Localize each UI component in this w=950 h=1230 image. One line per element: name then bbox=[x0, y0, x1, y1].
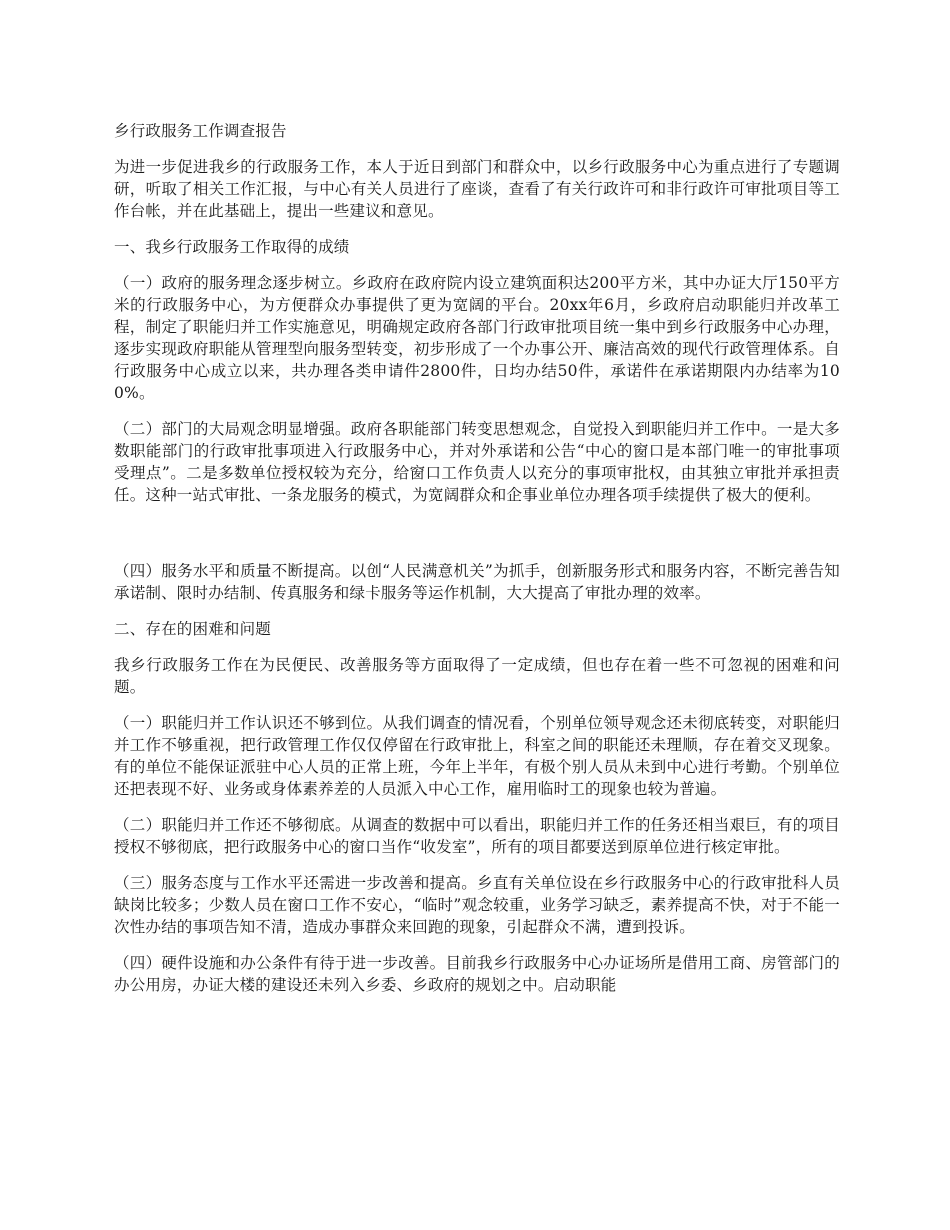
section1-paragraph-2: （二）部门的大局观念明显增强。政府各职能部门转变思想观念，自觉投入到职能归并工作中。一是大多数职能部门的行政审批事项进入行政服务中心，并对外承诺和公告“中心的窗口是本部门唯一的审批事项受理点”。二是多数单位授权较为充分，给窗口工作负责人以充分的事项审批权，由其独立审批并承担责任。这种一站式审批、一条龙服务的模式，为宽阔群众和企事业单位办理各项手续提供了极大的便利。 bbox=[114, 420, 840, 504]
section2-paragraph-1: （一）职能归并工作认识还不够到位。从我们调查的情况看，个别单位领导观念还未彻底转变，对职能归并工作不够重视，把行政管理工作仅仅停留在行政审批上，科室之间的职能还未理顺，存在着交叉现象。有的单位不能保证派驻中心人员的正常上班，今年上半年，有极个别人员从未到中心进行考勤。个别单位还把表现不好、业务或身体素养差的人员派入中心工作，雇用临时工的现象也较为普遍。 bbox=[114, 714, 840, 798]
section2-paragraph-2: （二）职能归并工作还不够彻底。从调查的数据中可以看出，职能归并工作的任务还相当艰巨，有的项目授权不够彻底，把行政服务中心的窗口当作“收发室”，所有的项目都要送到原单位进行核定审批。 bbox=[114, 816, 840, 856]
section2-heading: 二、存在的困难和问题 bbox=[114, 620, 272, 638]
section2-paragraph-4: （四）硬件设施和办公条件有待于进一步改善。目前我乡行政服务中心办证场所是借用工商、房管部门的办公用房，办证大楼的建设还未列入乡委、乡政府的规划之中。启动职能 bbox=[114, 954, 840, 994]
document-page bbox=[114, 120, 840, 1010]
section1-paragraph-4: （四）服务水平和质量不断提高。以创“人民满意机关”为抓手，创新服务形式和服务内容，不断完善告知承诺制、限时办结制、传真服务和绿卡服务等运作机制，大大提高了审批办理的效率。 bbox=[114, 562, 840, 602]
intro-paragraph: 为进一步促进我乡的行政服务工作，本人于近日到部门和群众中，以乡行政服务中心为重点进行了专题调研，听取了相关工作汇报，与中心有关人员进行了座谈，查看了有关行政许可和非行政许可审批项目等工作台帐，并在此基础上，提出一些建议和意见。 bbox=[114, 158, 840, 220]
blank-gap bbox=[114, 520, 840, 560]
section1-paragraph-1: （一）政府的服务理念逐步树立。乡政府在政府院内设立建筑面积达200平方米，其中办证大厅150平方米的行政服务中心，为方便群众办事提供了更为宽阔的平台。20xx年6月，乡政府启动职能归并改革工程，制定了职能归并工作实施意见，明确规定政府各部门行政审批项目统一集中到乡行政服务中心办理，逐步实现政府职能从管理型向服务型转变，初步形成了一个办事公开、廉洁高效的现代行政管理体系。自行政服务中心成立以来，共办理各类申请件2800件，日均办结50件，承诺件在承诺期限内办结率为100%。 bbox=[114, 274, 840, 402]
section2-intro: 我乡行政服务工作在为民便民、改善服务等方面取得了一定成绩，但也存在着一些不可忽视的困难和问题。 bbox=[114, 656, 840, 696]
section2-paragraph-3: （三）服务态度与工作水平还需进一步改善和提高。乡直有关单位设在乡行政服务中心的行政审批科人员缺岗比较多；少数人员在窗口工作不安心，“临时”观念较重，业务学习缺乏，素养提高不快，对于不能一次性办结的事项告知不清，造成办事群众来回跑的现象，引起群众不满，遭到投诉。 bbox=[114, 874, 840, 936]
document-title: 乡行政服务工作调查报告 bbox=[114, 122, 287, 140]
section1-heading: 一、我乡行政服务工作取得的成绩 bbox=[114, 238, 350, 256]
